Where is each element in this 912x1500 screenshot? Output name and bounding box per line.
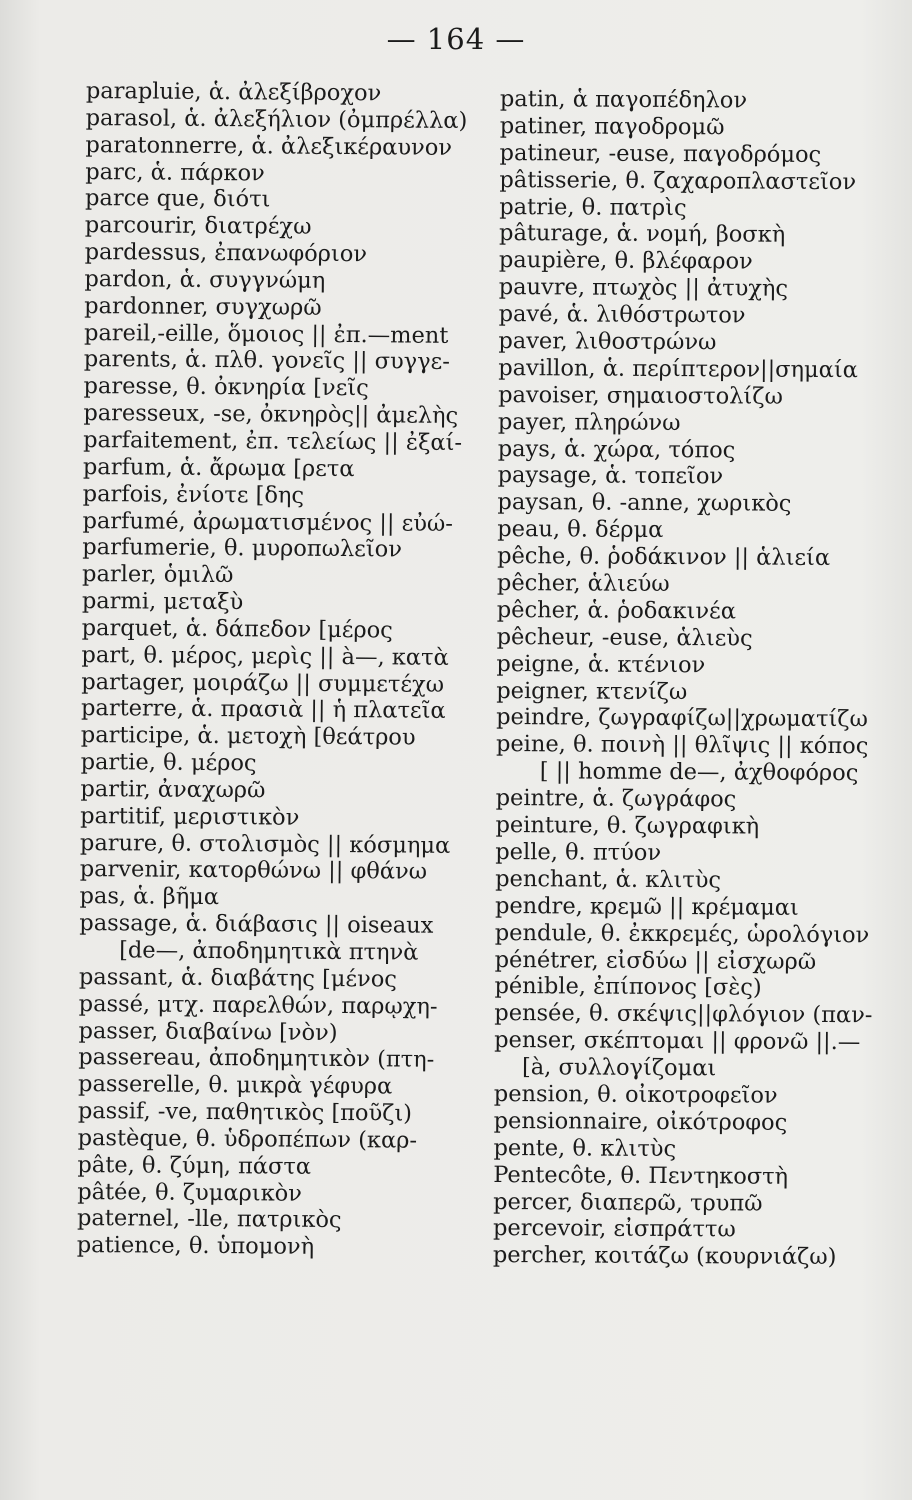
dictionary-entry: pêche, θ. ῥοδάκινον || ἁλιεία (497, 543, 831, 572)
dictionary-entry: pastèque, θ. ὑδροπέπων (καρ- (77, 1124, 418, 1154)
dictionary-entry: percher, κοιτάζω (κουρνιάζω) (492, 1242, 837, 1271)
dictionary-entry: pâtisserie, θ. ζαχαροπλαστεῖον (499, 166, 857, 195)
dictionary-entry: peintre, ἁ. ζωγράφος (495, 785, 737, 813)
dictionary-entry: pêcheur, -euse, ἁλιεὺς (496, 623, 753, 652)
dictionary-entry: pardonner, συγχωρῶ (84, 292, 322, 321)
dictionary-entry: pays, ἁ. χώρα, τόπος (497, 435, 736, 464)
dictionary-entry: [de—, ἀποδημητικὰ πτηνὰ (119, 937, 419, 966)
dictionary-entry: parterre, ἁ. πρασιὰ || ἡ πλατεῖα (80, 695, 446, 725)
dictionary-entry: parfaitement, ἐπ. τελείως || ἐξαί- (83, 426, 463, 456)
dictionary-entry: pavoiser, σημαιοστολίζω (498, 381, 783, 410)
dictionary-entry: parquet, ἁ. δάπεδον [μέρος (81, 614, 393, 644)
dictionary-entry: pensionnaire, οἰκότροφος (493, 1107, 788, 1136)
dictionary-entry: pardon, ἁ. συγγνώμη (84, 265, 326, 294)
dictionary-entry: pelle, θ. πτύον (495, 838, 662, 866)
dictionary-entry: pendule, θ. ἐκκρεμές, ὡρολόγιον (494, 919, 870, 948)
dictionary-entry: patin, ἁ παγοπέδηλον (499, 86, 748, 114)
dictionary-entry: penchant, ἁ. κλιτὺς (495, 865, 722, 894)
dictionary-entry: pavé, ἁ. λιθόστρωτον (498, 301, 746, 329)
dictionary-entry: part, θ. μέρος, μερὶς || à—, κατὰ (81, 641, 449, 671)
dictionary-entry: parc, ἁ. πάρκον (85, 158, 265, 186)
dictionary-entry: pénétrer, εἰσδύω || εἰσχωρῶ (494, 946, 817, 975)
dictionary-entry: patience, θ. ὑπομονὴ (76, 1232, 315, 1261)
dictionary-entry: pardessus, ἐπανωφόριον (84, 239, 368, 268)
dictionary-entry: Pentecôte, θ. Πεντηκοστὴ (493, 1161, 789, 1190)
dictionary-entry: passerelle, θ. μικρὰ γέφυρα (77, 1071, 393, 1100)
left-column (77, 78, 478, 1262)
dictionary-entry: parler, ὁμιλῶ (82, 561, 234, 589)
dictionary-entry: passer, διαβαίνω [νὸν) (78, 1017, 338, 1046)
dictionary-entry: peine, θ. ποινὴ || θλῖψις || κόπος (495, 731, 869, 760)
dictionary-entry: paver, λιθοστρώνω (498, 328, 717, 356)
dictionary-entry: partager, μοιράζω || συμμετέχω (81, 668, 445, 698)
dictionary-entry: parasol, ἁ. ἀλεξήλιον (ὀμπρέλλα) (85, 104, 468, 134)
dictionary-entry: peigner, κτενίζω (496, 677, 688, 705)
dictionary-entry: pendre, κρεμῶ || κρέμαμαι (494, 892, 799, 921)
dictionary-entry: peinture, θ. ζωγραφικὴ (495, 812, 760, 840)
dictionary-entry: pas, ἁ. βῆμα (79, 883, 220, 911)
dictionary-entry: parvenir, κατορθώνω || φθάνω (79, 856, 428, 886)
dictionary-entry: [ || homme de—, ἀχθοφόρος (539, 758, 859, 787)
dictionary-entry: parfumerie, θ. μυροπωλεῖον (82, 534, 403, 563)
dictionary-entry: pensée, θ. σκέψις||φλόγιον (παν- (494, 1000, 873, 1029)
page-number: — 164 — (386, 22, 526, 56)
dictionary-entry: pêcher, ἁλιεύω (496, 570, 670, 598)
dictionary-entry: parce que, διότι (84, 185, 271, 213)
dictionary-entry: peau, θ. δέρμα (497, 516, 664, 544)
dictionary-entry: pareil,-eille, ὅμοιος || ἐπ.—ment (83, 319, 449, 349)
dictionary-entry: partitif, μεριστικὸν (80, 802, 300, 831)
dictionary-entry: penser, σκέπτομαι || φρονῶ ||.— (494, 1027, 861, 1056)
dictionary-entry: paysan, θ. -anne, χωρικὸς (497, 489, 792, 518)
dictionary-entry: paratonnerre, ἁ. ἀλεξικέραυνον (85, 131, 453, 161)
dictionary-entry: passant, ἁ. διαβάτης [μένος (78, 963, 398, 993)
dictionary-entry: payer, πληρώνω (497, 408, 681, 436)
dictionary-entry: passereau, ἀποδημητικὸν (πτη- (78, 1044, 435, 1074)
dictionary-entry: percer, διαπερῶ, τρυπῶ (493, 1188, 763, 1217)
dictionary-entry: pente, θ. κλιτὺς (493, 1134, 677, 1162)
dictionary-entry: pauvre, πτωχὸς || ἀτυχὴς (498, 274, 789, 302)
dictionary-entry: pénible, ἐπίπονος [σὲς) (494, 973, 762, 1002)
right-column (493, 86, 886, 1272)
dictionary-entry: percevoir, εἰσπράττω (492, 1215, 736, 1243)
dictionary-entry: patineur, -euse, παγοδρόμος (499, 139, 822, 168)
dictionary-entry: paresse, θ. ὀκνηρία [νεῖς (83, 373, 369, 402)
dictionary-entry: partie, θ. μέρος (80, 749, 257, 777)
dictionary-entry: parapluie, ἁ. ἀλεξίβροχον (85, 78, 382, 107)
dictionary-entry: passage, ἁ. διάβασις || oiseaux (79, 910, 434, 939)
dictionary-entry: parure, θ. στολισμὸς || κόσμημα (79, 829, 451, 859)
dictionary-entry: pâturage, ἁ. νομή, βοσκὴ (499, 220, 786, 249)
dictionary-entry: paupière, θ. βλέφαρον (498, 247, 753, 275)
dictionary-entry: parents, ἁ. πλθ. γονεῖς || συγγε- (83, 346, 450, 376)
dictionary-entry: pavillon, ἁ. περίπτερον||σημαία (498, 354, 858, 384)
dictionary-entry: pâtée, θ. ζυμαρικὸν (77, 1178, 303, 1207)
dictionary-entry: passif, -ve, παθητικὸς [ποῦζι) (77, 1098, 413, 1127)
dictionary-entry: partir, ἀναχωρῶ (80, 775, 266, 804)
dictionary-entry: paternel, -lle, πατρικὸς (76, 1205, 342, 1234)
dictionary-entry: parfumé, ἀρωματισμένος || εὐώ- (82, 507, 454, 537)
dictionary-entry: passé, μτχ. παρελθών, παρῳχη- (78, 990, 438, 1020)
dictionary-entry: patrie, θ. πατρὶς (499, 193, 687, 221)
dictionary-entry: [à, συλλογίζομαι (521, 1054, 717, 1082)
dictionary-entry: parcourir, διατρέχω (84, 212, 312, 240)
dictionary-entry: paresseux, -se, ὀκνηρὸς|| ἀμελὴς (83, 400, 459, 430)
dictionary-entry: parfois, ἐνίοτε [δης (82, 480, 305, 509)
dictionary-entry: parmi, μεταξὺ (81, 588, 244, 616)
dictionary-entry: patiner, παγοδρομῶ (499, 112, 725, 141)
dictionary-entry: pêcher, ἁ. ῥοδακινέα (496, 596, 737, 625)
dictionary-entry: pâte, θ. ζύμη, πάστα (77, 1151, 312, 1180)
dictionary-entry: paysage, ἁ. τοπεῖον (497, 462, 724, 490)
dictionary-entry: participe, ἁ. μετοχὴ [θεάτρου (80, 722, 416, 751)
dictionary-entry: peindre, ζωγραφίζω||χρωματίζω (496, 704, 868, 733)
dictionary-entry: peigne, ἁ. κτένιον (496, 650, 706, 678)
dictionary-entry: pension, θ. οἰκοτροφεῖον (493, 1080, 778, 1109)
dictionary-entry: parfum, ἁ. ἄρωμα [ρετα (82, 453, 355, 482)
